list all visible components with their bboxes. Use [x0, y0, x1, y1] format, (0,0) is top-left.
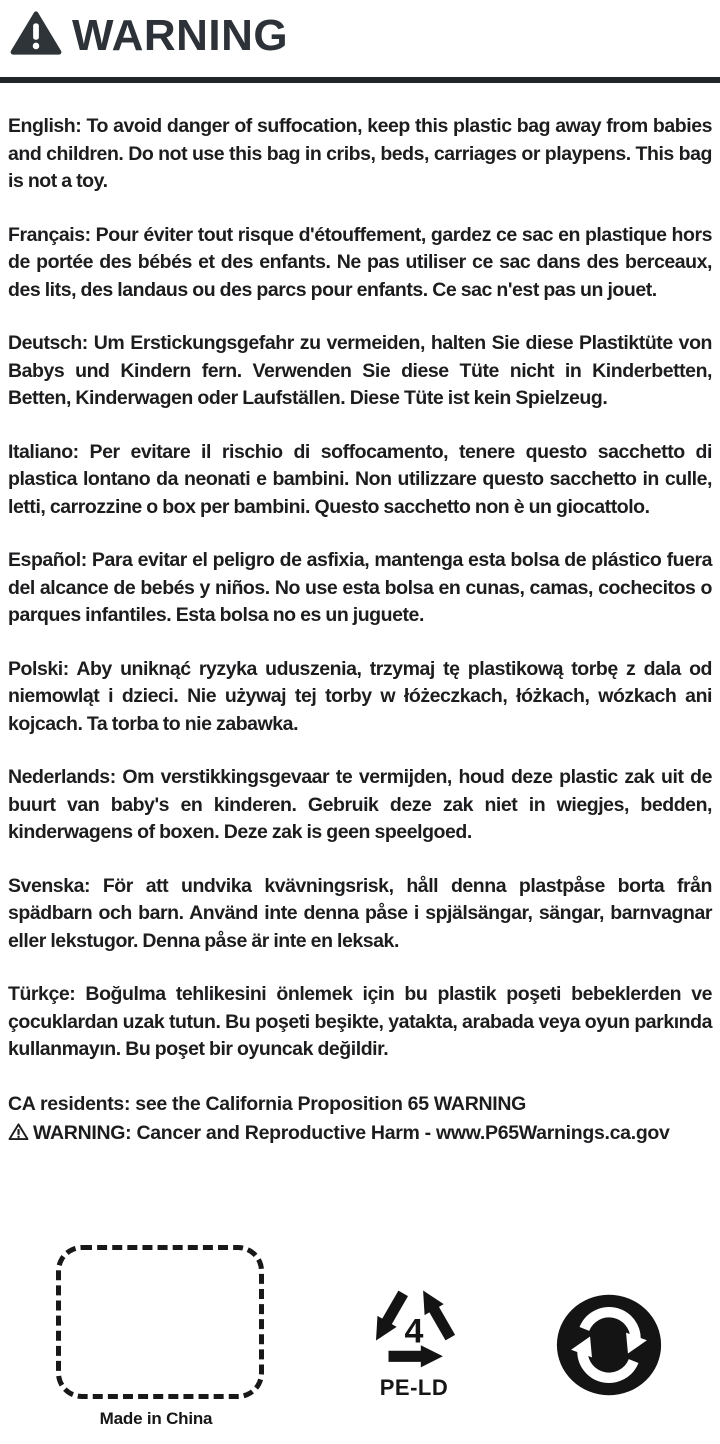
header-divider [0, 77, 720, 83]
prop65-ca-residents-line [8, 1090, 712, 1119]
warning-paragraph-spanish: Español: Para evitar el peligro de asfixia, mantenga esta bolsa de plástico fuera del alcance de bebés y niños. No use esta bolsa en cunas, camas, cochecitos o parques infantiles. Esta bolsa no es un juguete. [8, 549, 712, 626]
recycle-material-label: PE-LD [379, 1375, 449, 1400]
dashed-label-placeholder-box [56, 1245, 264, 1399]
warning-paragraph-german: Deutsch: Um Erstickungsgefahr zu vermeiden, halten Sie diese Plastiktüte von Babys und Kindern fern. Verwenden Sie diese Tüte nicht in Kinderbetten, Betten, Kinderwagen oder Laufställen. Diese Tüte ist kein Spielzeug. [8, 332, 712, 409]
recycle-code-block [350, 1273, 478, 1401]
warning-paragraph-french: Français: Pour éviter tout risque d'étouffement, gardez ce sac en plastique hors de portée des bébés et des enfants. Ne pas utiliser ce sac dans des berceaux, des lits, des landaus ou des parcs pour enfants. Ce sac n'est pas un jouet. [8, 223, 712, 301]
prop65-line2-text: Cancer and Reproductive Harm - www.P65Warnings.ca.gov [131, 1121, 670, 1144]
green-dot-recycle-icon [552, 1291, 666, 1404]
recycling-code-4-icon [359, 1273, 469, 1375]
warning-paragraph-turkish: Türkçe: Boğulma tehlikesini önlemek için bu plastik poşeti bebeklerden ve çocuklardan uzak tutun. Bu poşeti beşikte, yatakta, arabada veya oyun parkında kullanmayın. Bu poşet bir oyuncak değildir. [8, 983, 712, 1060]
multilingual-warnings [8, 113, 712, 1148]
warning-paragraph-dutch: Nederlands: Om verstikkingsgevaar te vermijden, houd deze plastic zak uit de buurt van baby's en kinderen. Gebruik deze zak niet in wiegjes, bedden, kinderwagens of boxen. Deze zak is geen speelgoed. [8, 766, 712, 843]
prop65-line1-text: CA residents: see the California Proposition 65 [8, 1092, 434, 1115]
prop65-line2-warning: WARNING: [33, 1121, 132, 1144]
prop65-section [8, 1090, 712, 1148]
made-in-china-text: Made in China [99, 1409, 213, 1428]
prop65-warning-line [8, 1119, 712, 1148]
prop65-outline-warning-triangle-icon [8, 1122, 29, 1141]
warning-paragraph-polish: Polski: Aby uniknąć ryzyka uduszenia, trzymaj tę plastikową torbę z dala od niemowląt i dzieci. Nie używaj tej torby w łóżeczkach, łóżkach, wózkach ani kojcach. Ta torba to nie zabawka. [8, 657, 712, 735]
prop65-line1-warning: WARNING [433, 1092, 527, 1115]
warning-paragraph-italian: Italiano: Per evitare il rischio di soffocamento, tenere questo sacchetto di plastica lontano da neonati e bambini. Non utilizzare questo sacchetto in culle, letti, carrozzine o box per bambini. Questo sacchetto non è un giocattolo. [8, 440, 712, 518]
warning-paragraph-english: English: To avoid danger of suffocation, keep this plastic bag away from babies and children. Do not use this bag in cribs, beds, carriages or playpens. This bag is not a toy. [8, 115, 712, 192]
warning-triangle-icon [10, 10, 62, 61]
warning-header [10, 0, 712, 61]
recycle-code-number: 4 [404, 1312, 424, 1351]
page-title: WARNING [72, 10, 289, 60]
warning-paragraph-swedish: Svenska: För att undvika kvävningsrisk, håll denna plastpåse borta från spädbarn och barn. Använd inte denna påse i spjälsängar, sängar, barnvagnar eller lekstugor. Denna påse är inte en leksak. [8, 874, 712, 952]
label-footer [0, 1179, 720, 1444]
